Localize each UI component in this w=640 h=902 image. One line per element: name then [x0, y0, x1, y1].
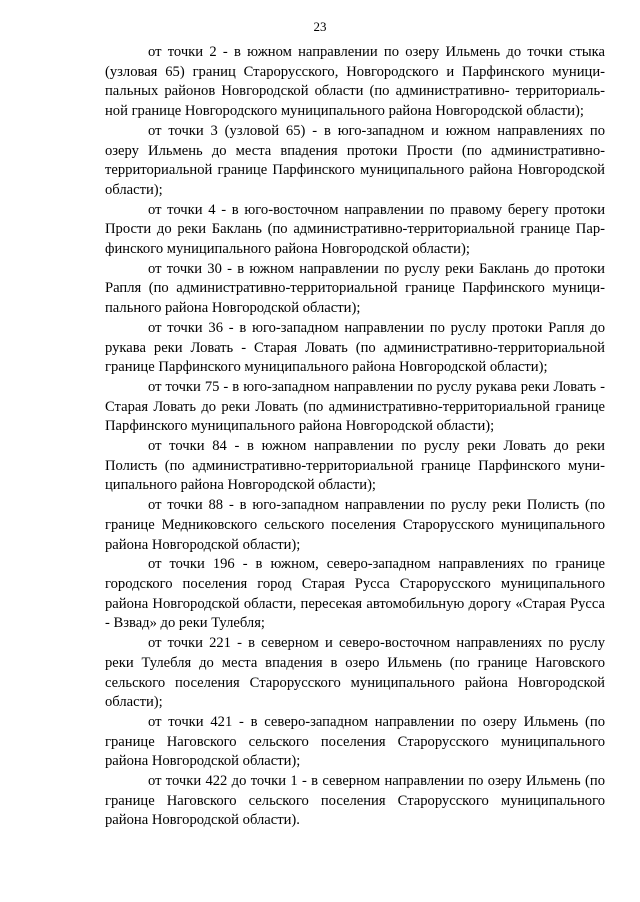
paragraph-point-84: от точки 84 - в южном направлении по руслу реки Ловать до реки Полисть (по административно-территориальной границе Парфинского муниципального района Новгородской области);	[105, 438, 605, 494]
paragraph-point-421: от точки 421 - в северо-западном направлении по озеру Ильмень (по границе Наговского сельского поселения Старорусского муниципального района Новгородской области);	[105, 713, 605, 770]
paragraph-point-221: от точки 221 - в северном и северо-восточном направлениях по руслу реки Тулебля до места впадения в озеро Ильмень (по границе Наговского сельского поселения Старорусского муниципального района Новгородской области);	[105, 635, 605, 711]
paragraph-point-196: от точки 196 - в южном, северо-западном направлениях по границе городского поселения город Старая Русса Старорусского муниципального района Новгородской области, пересекая автомобильную дорогу «Старая Русса - Взвад» до реки Тулебля;	[105, 556, 605, 632]
paragraph-point-3: от точки 3 (узловой 65) - в юго-западном и южном направлениях по озеру Ильмень до места впадения протоки Прости (по административно-территориальной границе Парфинского муниципального района Новгородской области);	[105, 122, 605, 198]
paragraph-point-2: от точки 2 - в южном направлении по озеру Ильмень до точки стыка (узловая 65) границ Старорусского, Новгородского и Парфинского муниципальных районов Новгородской области (по административно- территориальной границе Новгородского муниципального района Новгородской области);	[105, 44, 605, 120]
paragraph-point-30: от точки 30 - в южном направлении по руслу реки Баклань до протоки Рапля (по административно-территориальной границе Парфинского муниципального района Новгородской области);	[105, 260, 605, 317]
paragraph-point-88: от точки 88 - в юго-западном направлении по руслу реки Полисть (по границе Медниковского сельского поселения Старорусского муниципального района Новгородской области);	[105, 497, 605, 553]
paragraph-point-36: от точки 36 - в юго-западном направлении по руслу протоки Рапля до рукава реки Ловать - Старая Ловать (по административно-территориальной границе Парфинского муниципального района Новгородской области);	[105, 319, 605, 376]
document-body	[105, 43, 605, 831]
paragraph-point-75: от точки 75 - в юго-западном направлении по руслу рукава реки Ловать - Старая Ловать до реки Ловать (по административно-территориальной границе Парфинского муниципального района Новгородской области);	[105, 378, 605, 435]
paragraph-point-422: от точки 422 до точки 1 - в северном направлении по озеру Ильмень (по границе Наговского сельского поселения Старорусского муниципального района Новгородской области).	[105, 773, 605, 829]
paragraph-point-4: от точки 4 - в юго-восточном направлении по правому берегу протоки Прости до реки Баклань (по административно-территориальной границе Парфинского муниципального района Новгородской области);	[105, 201, 605, 258]
page-number: 23	[313, 19, 327, 34]
